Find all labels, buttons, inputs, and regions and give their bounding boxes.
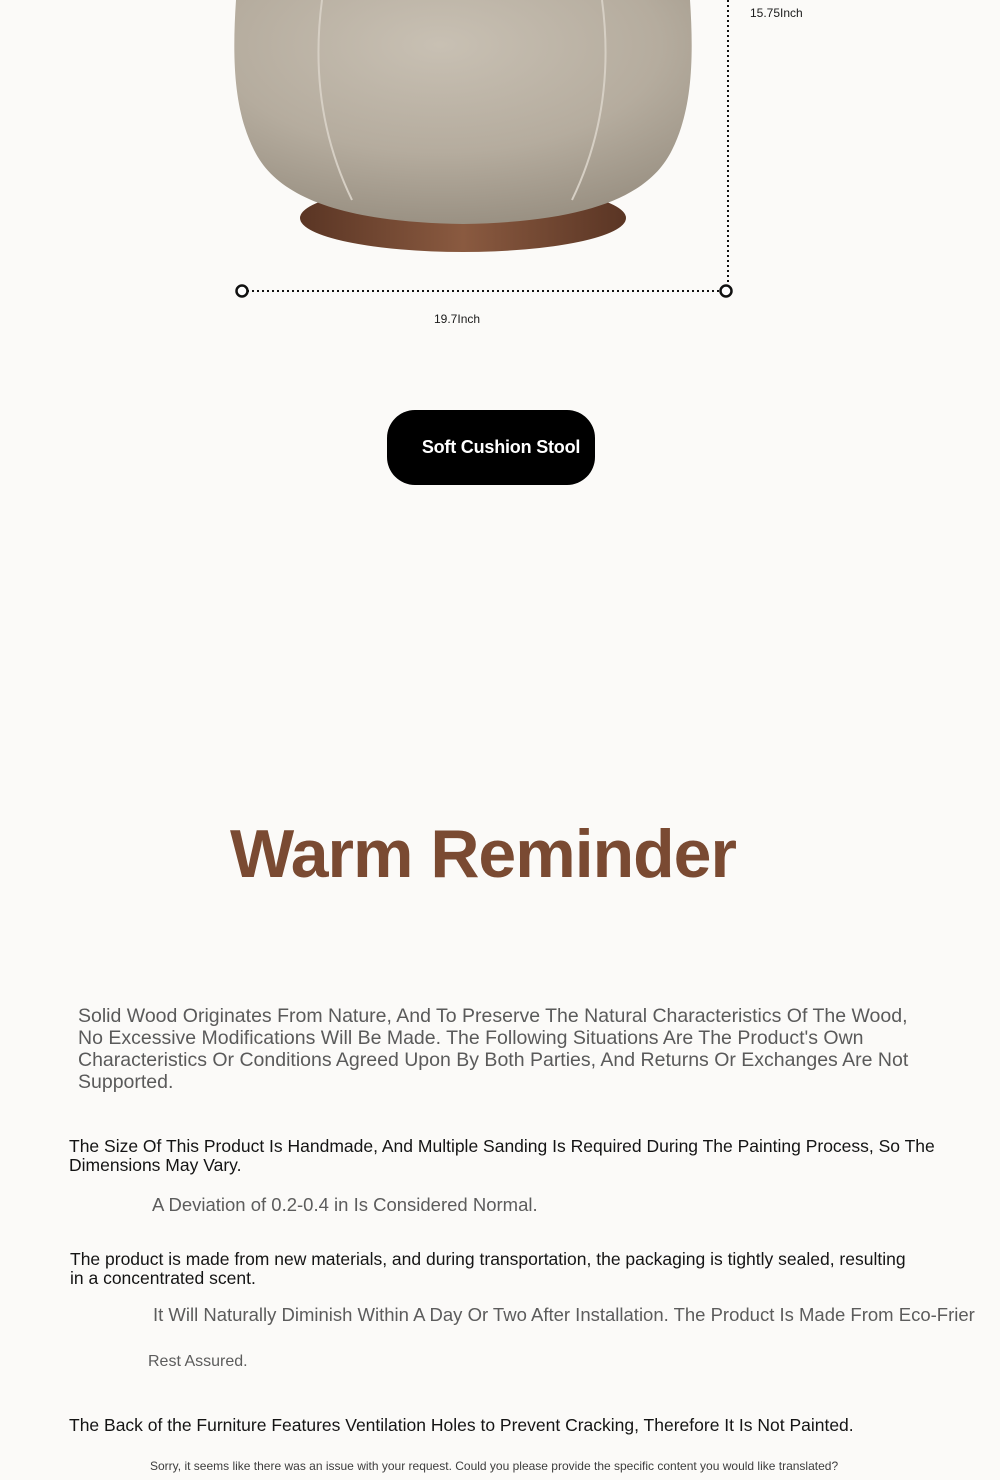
section-title: Warm Reminder bbox=[230, 816, 736, 892]
note-deviation: A Deviation of 0.2-0.4 in Is Considered Normal. bbox=[152, 1194, 538, 1215]
note-rest-assured: Rest Assured. bbox=[148, 1353, 248, 1370]
product-dimension-image bbox=[0, 0, 1000, 360]
width-dimension-label: 19.7Inch bbox=[434, 312, 481, 326]
width-start-marker bbox=[237, 286, 248, 297]
rule-size-variation: The Size Of This Product Is Handmade, And Multiple Sanding Is Required During The Painting Process, So The Dimensions May Vary. bbox=[69, 1136, 935, 1175]
note-translation-error: Sorry, it seems like there was an issue with your request. Could you please provide the specific content you would like translated? bbox=[150, 1459, 839, 1473]
height-dimension-label: 15.75Inch bbox=[750, 6, 803, 20]
width-end-marker bbox=[721, 286, 732, 297]
rule-scent: The product is made from new materials, and during transportation, the packaging is tightly sealed, resulting in a concentrated scent. bbox=[70, 1249, 906, 1288]
rule-ventilation: The Back of the Furniture Features Ventilation Holes to Prevent Cracking, Therefore It Is Not Painted. bbox=[69, 1415, 854, 1435]
reminder-intro: Solid Wood Originates From Nature, And To Preserve The Natural Characteristics Of The Wood, No Excessive Modifications Will Be Made. The Following Situations Are The Product's Own Characteristics Or Conditions Agreed Upon By Both Parties, And Returns Or Exchanges Are Not Supported. bbox=[78, 1005, 909, 1093]
note-scent-diminish: It Will Naturally Diminish Within A Day Or Two After Installation. The Product Is Made From Eco-Frier bbox=[153, 1304, 975, 1325]
product-name-badge bbox=[387, 410, 595, 485]
product-name-text: Soft Cushion Stool bbox=[421, 437, 581, 457]
cushion-body bbox=[234, 0, 691, 224]
stool-illustration bbox=[0, 0, 1000, 360]
